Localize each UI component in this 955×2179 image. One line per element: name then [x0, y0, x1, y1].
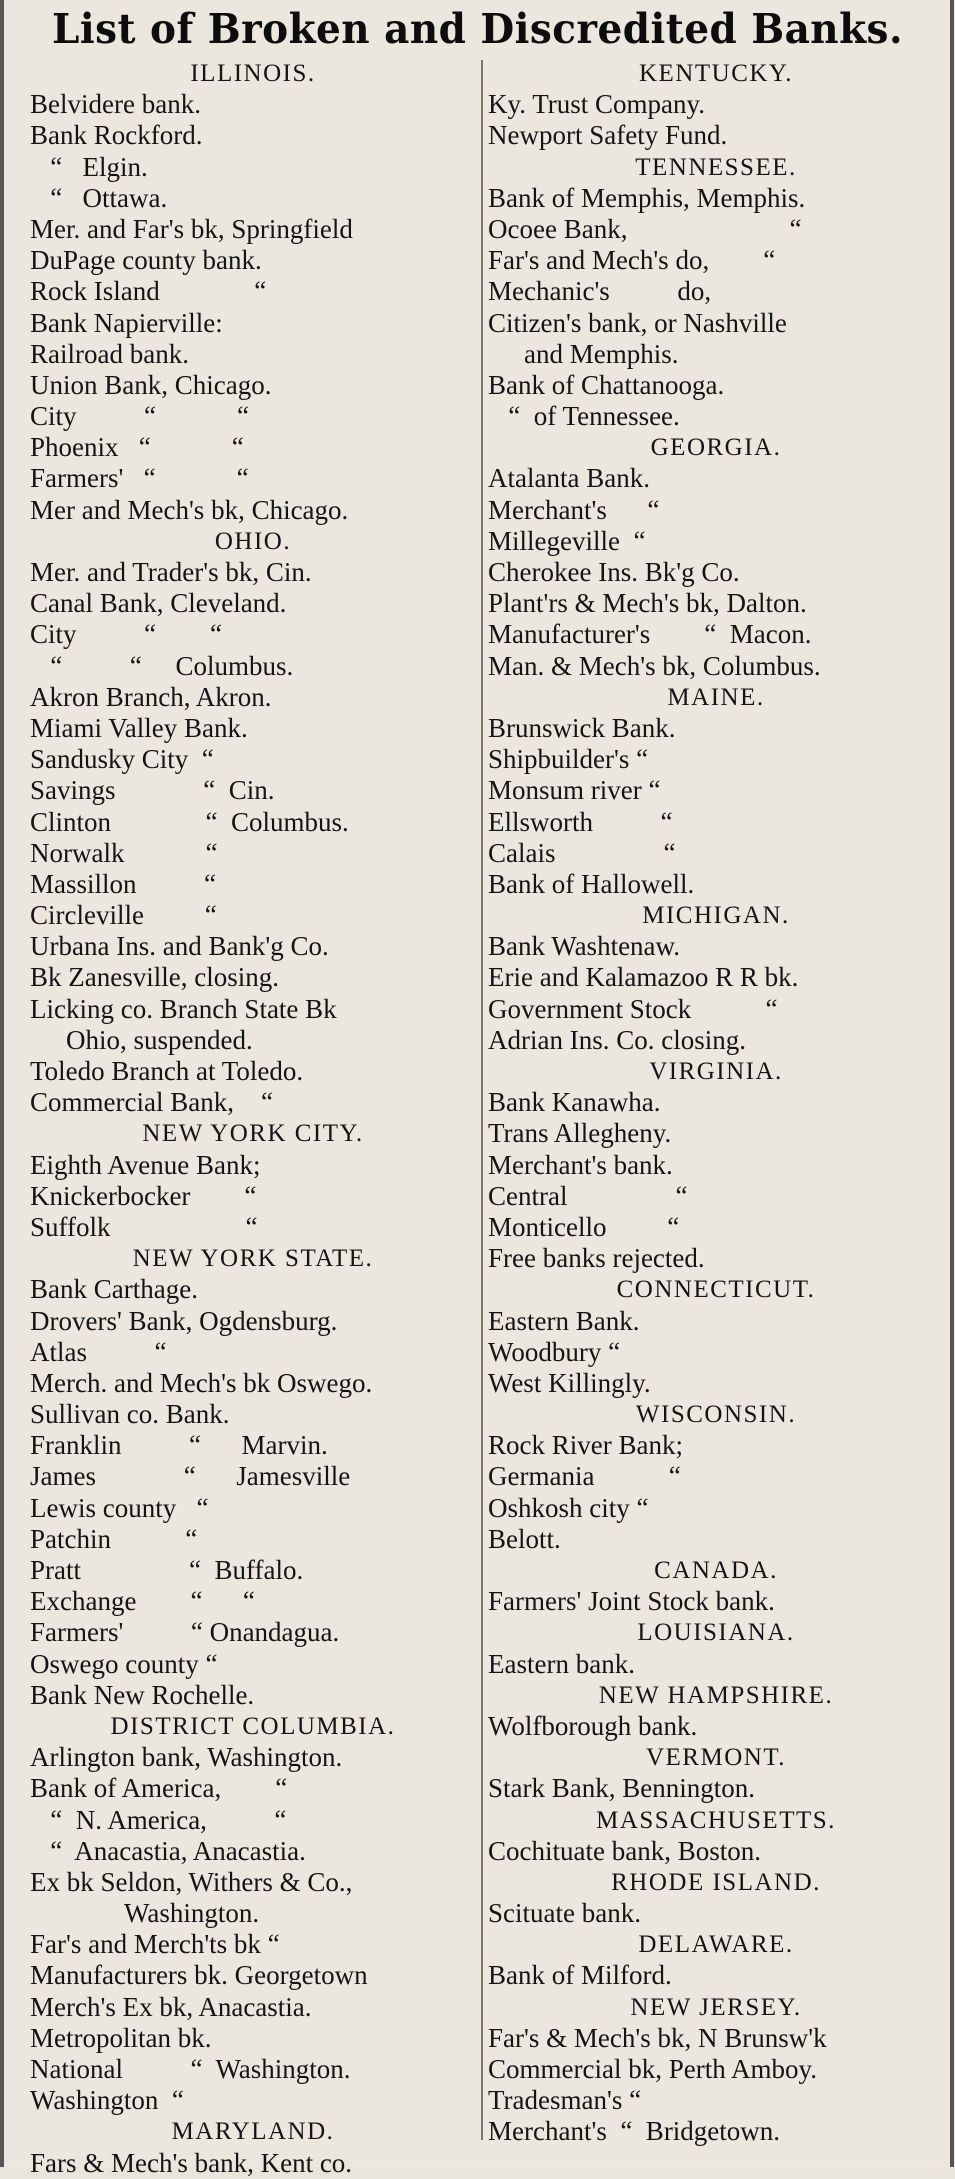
- bank-entry: Manufacturer's “ Macon.: [488, 619, 812, 650]
- section-heading: CONNECTICUT.: [616, 1276, 816, 1304]
- columns: [0, 58, 955, 2178]
- column-divider: [481, 60, 483, 2140]
- bank-entry: DuPage county bank.: [30, 245, 262, 276]
- bank-entry: Union Bank, Chicago.: [30, 369, 272, 400]
- bank-entry: Bank Washtenaw.: [488, 931, 681, 962]
- bank-entry: Bk Zanesville, closing.: [30, 962, 279, 993]
- bank-entry: Scituate bank.: [488, 1898, 641, 1929]
- bank-entry: Bank Rockford.: [30, 120, 203, 151]
- section-heading: CANADA.: [654, 1557, 778, 1584]
- section-heading: WISCONSIN.: [635, 1401, 797, 1429]
- bank-entry: Rock River Bank;: [488, 1430, 683, 1461]
- bank-entry: Patchin “: [30, 1523, 198, 1554]
- bank-entry: Arlington bank, Washington.: [30, 1742, 343, 1773]
- bank-entry: Bank of Memphis, Memphis.: [488, 182, 806, 213]
- section-heading: DISTRICT COLUMBIA.: [110, 1712, 396, 1740]
- section-heading: OHIO.: [214, 527, 292, 555]
- bank-entry: Franklin “ Marvin.: [30, 1430, 328, 1461]
- bank-entry: Atlas “: [30, 1336, 167, 1367]
- bank-entry: Washington.: [30, 1898, 260, 1929]
- bank-entry: Manufacturers bk. Georgetown: [30, 1960, 368, 1991]
- bank-entry: Belott.: [488, 1523, 561, 1554]
- bank-entry: Adrian Ins. Co. closing.: [488, 1024, 746, 1055]
- bank-entry: Sullivan co. Bank.: [30, 1399, 230, 1430]
- section-heading: NEW JERSEY.: [630, 1993, 802, 2021]
- bank-entry: Shipbuilder's “: [488, 744, 649, 775]
- bank-entry: Bank Napierville:: [30, 307, 223, 338]
- bank-entry: Eastern bank.: [488, 1648, 635, 1679]
- section-heading: NEW YORK STATE.: [132, 1245, 374, 1273]
- bank-entry: Massillon “: [30, 868, 216, 899]
- bank-entry: National “ Washington.: [30, 2054, 351, 2084]
- bank-entry: Commercial bk, Perth Amboy.: [488, 2054, 817, 2084]
- bank-entry: Norwalk “: [30, 837, 218, 868]
- bank-entry: Brunswick Bank.: [488, 712, 676, 743]
- bank-entry: “ Elgin.: [30, 151, 148, 182]
- bank-entry: Cochituate bank, Boston.: [488, 1835, 761, 1866]
- bank-entry: West Killingly.: [488, 1367, 651, 1398]
- bank-entry: Atalanta Bank.: [488, 463, 650, 494]
- bank-entry: Rock Island “: [30, 276, 267, 307]
- bank-entry: Bank of Hallowell.: [488, 868, 695, 899]
- bank-entry: Stark Bank, Bennington.: [488, 1773, 755, 1804]
- bank-entry: Mer. and Far's bk, Springfield: [30, 213, 353, 244]
- bank-entry: Merch. and Mech's bk Oswego.: [30, 1367, 373, 1398]
- bank-entry: “ “ Columbus.: [30, 650, 294, 681]
- section-heading: VERMONT.: [645, 1744, 786, 1772]
- bank-entry: Lewis county “: [30, 1492, 209, 1523]
- bank-entry: Man. & Mech's bk, Columbus.: [488, 650, 821, 681]
- right-column: [488, 58, 944, 2148]
- bank-entry: Millegeville “: [488, 525, 646, 556]
- bank-entry: Eighth Avenue Bank;: [30, 1149, 261, 1180]
- bank-entry: “ of Tennessee.: [488, 401, 680, 432]
- bank-entry: City “ “: [30, 401, 249, 432]
- section-heading: NEW HAMPSHIRE.: [598, 1681, 834, 1709]
- bank-entry: Merchant's “: [488, 494, 660, 525]
- section-heading: MAINE.: [667, 683, 765, 711]
- bank-entry: Railroad bank.: [30, 338, 189, 369]
- bank-entry: and Memphis.: [524, 338, 679, 369]
- bank-entry: Merch's Ex bk, Anacastia.: [30, 1991, 312, 2022]
- bank-entry: Suffolk “: [30, 1211, 258, 1242]
- bank-entry: Germania “: [488, 1461, 681, 1492]
- bank-entry: Wolfborough bank.: [488, 1710, 698, 1741]
- bank-entry: Ellsworth “: [488, 806, 673, 837]
- section-heading: LOUISIANA.: [637, 1619, 795, 1647]
- section-heading: DELAWARE.: [638, 1931, 794, 1959]
- bank-entry: Licking co. Branch State Bk: [30, 993, 337, 1024]
- bank-entry: Sandusky City “: [30, 744, 214, 775]
- bank-entry: Government Stock “: [488, 993, 778, 1024]
- bank-entry: Bank of Chattanooga.: [488, 369, 725, 400]
- bank-entry: Exchange “ “: [30, 1586, 255, 1617]
- bank-entry: Bank of America, “: [30, 1773, 288, 1804]
- bank-entry: Ky. Trust Company.: [488, 89, 706, 120]
- bank-entry: Belvidere bank.: [30, 89, 201, 120]
- section-heading: ILLINOIS.: [190, 60, 316, 87]
- bank-entry: “ Ottawa.: [30, 182, 168, 213]
- bank-entry: Monticello “: [488, 1211, 680, 1242]
- bank-entry: Free banks rejected.: [488, 1243, 705, 1274]
- bank-entry: Urbana Ins. and Bank'g Co.: [30, 931, 329, 962]
- page-title: List of Broken and Discredited Banks.: [51, 5, 904, 53]
- bank-entry: Trans Allegheny.: [488, 1118, 672, 1149]
- bank-entry: Bank Carthage.: [30, 1274, 198, 1305]
- bank-entry: Tradesman's “: [488, 2085, 642, 2116]
- bank-entry: Erie and Kalamazoo R R bk.: [488, 962, 799, 993]
- bank-entry: Toledo Branch at Toledo.: [30, 1056, 304, 1086]
- bank-entry: Miami Valley Bank.: [30, 712, 248, 743]
- bank-entry: Plant'rs & Mech's bk, Dalton.: [488, 588, 807, 619]
- bank-entry: Oswego county “: [30, 1648, 218, 1679]
- section-heading: RHODE ISLAND.: [611, 1868, 821, 1896]
- section-heading: VIRGINIA.: [649, 1058, 783, 1085]
- bank-entry: Ohio, suspended.: [66, 1024, 253, 1055]
- bank-entry: Farmers' “ Onandagua.: [30, 1617, 340, 1648]
- bank-entry: Drovers' Bank, Ogdensburg.: [30, 1305, 338, 1336]
- bank-entry: Canal Bank, Cleveland.: [30, 588, 287, 619]
- bank-entry: Central “: [488, 1180, 688, 1211]
- bank-entry: Cherokee Ins. Bk'g Co.: [488, 557, 740, 587]
- bank-entry: Phoenix “ “: [30, 432, 244, 463]
- bank-entry: Ocoee Bank, “: [488, 213, 802, 244]
- bank-entry: Commercial Bank, “: [30, 1087, 273, 1118]
- bank-entry: Farmers' Joint Stock bank.: [488, 1586, 775, 1617]
- bank-entry: Far's and Mech's do, “: [488, 245, 776, 276]
- bank-entry: Clinton “ Columbus.: [30, 806, 349, 837]
- section-heading: GEORGIA.: [650, 434, 782, 462]
- section-heading: MICHIGAN.: [642, 902, 790, 930]
- bank-entry: Bank Kanawha.: [488, 1087, 661, 1118]
- bank-entry: Woodbury “: [488, 1336, 621, 1367]
- bank-entry: Eastern Bank.: [488, 1305, 640, 1336]
- bank-entry: Bank of Milford.: [488, 1960, 672, 1991]
- left-column: [30, 58, 476, 2179]
- bank-entry: Farmers' “ “: [30, 463, 249, 494]
- bank-entry: Mer and Mech's bk, Chicago.: [30, 494, 349, 525]
- bank-entry: “ N. America, “: [30, 1804, 287, 1835]
- bank-entry: Newport Safety Fund.: [488, 120, 728, 151]
- bank-entry: Ex bk Seldon, Withers & Co.,: [30, 1866, 353, 1897]
- bank-entry: Monsum river “: [488, 775, 661, 806]
- bank-entry: Mer. and Trader's bk, Cin.: [30, 557, 312, 587]
- bank-entry: Savings “ Cin.: [30, 775, 275, 806]
- bank-entry: Washington “: [30, 2085, 184, 2116]
- bank-entry: “ Anacastia, Anacastia.: [30, 1835, 306, 1866]
- bank-entry: Far's & Mech's bk, N Brunsw'k: [488, 2022, 827, 2053]
- bank-entry: Far's and Merch'ts bk “: [30, 1929, 280, 1960]
- bank-entry: Mechanic's do,: [488, 276, 712, 307]
- bank-entry: Citizen's bank, or Nashville: [488, 307, 787, 338]
- section-heading: NEW YORK CITY.: [142, 1120, 364, 1148]
- bank-entry: Knickerbocker “: [30, 1180, 257, 1211]
- bank-entry: Fars & Mech's bank, Kent co.: [30, 2147, 353, 2178]
- bank-entry: Merchant's “ Bridgetown.: [488, 2116, 781, 2147]
- bank-entry: Akron Branch, Akron.: [30, 681, 272, 712]
- section-heading: MARYLAND.: [171, 2118, 335, 2146]
- bank-entry: Calais “: [488, 837, 676, 868]
- bank-entry: Merchant's bank.: [488, 1149, 673, 1180]
- bank-entry: James “ Jamesville: [30, 1461, 351, 1492]
- bank-entry: Metropolitan bk.: [30, 2022, 212, 2053]
- bank-entry: Circleville “: [30, 900, 217, 931]
- section-heading: KENTUCKY.: [638, 60, 793, 87]
- bank-entry: Bank New Rochelle.: [30, 1679, 255, 1710]
- bank-entry: Oshkosh city “: [488, 1492, 649, 1523]
- section-heading: TENNESSEE.: [635, 153, 797, 181]
- section-heading: MASSACHUSETTS.: [596, 1806, 836, 1834]
- bank-entry: Pratt “ Buffalo.: [30, 1555, 304, 1585]
- bank-entry: City “ “: [30, 619, 222, 650]
